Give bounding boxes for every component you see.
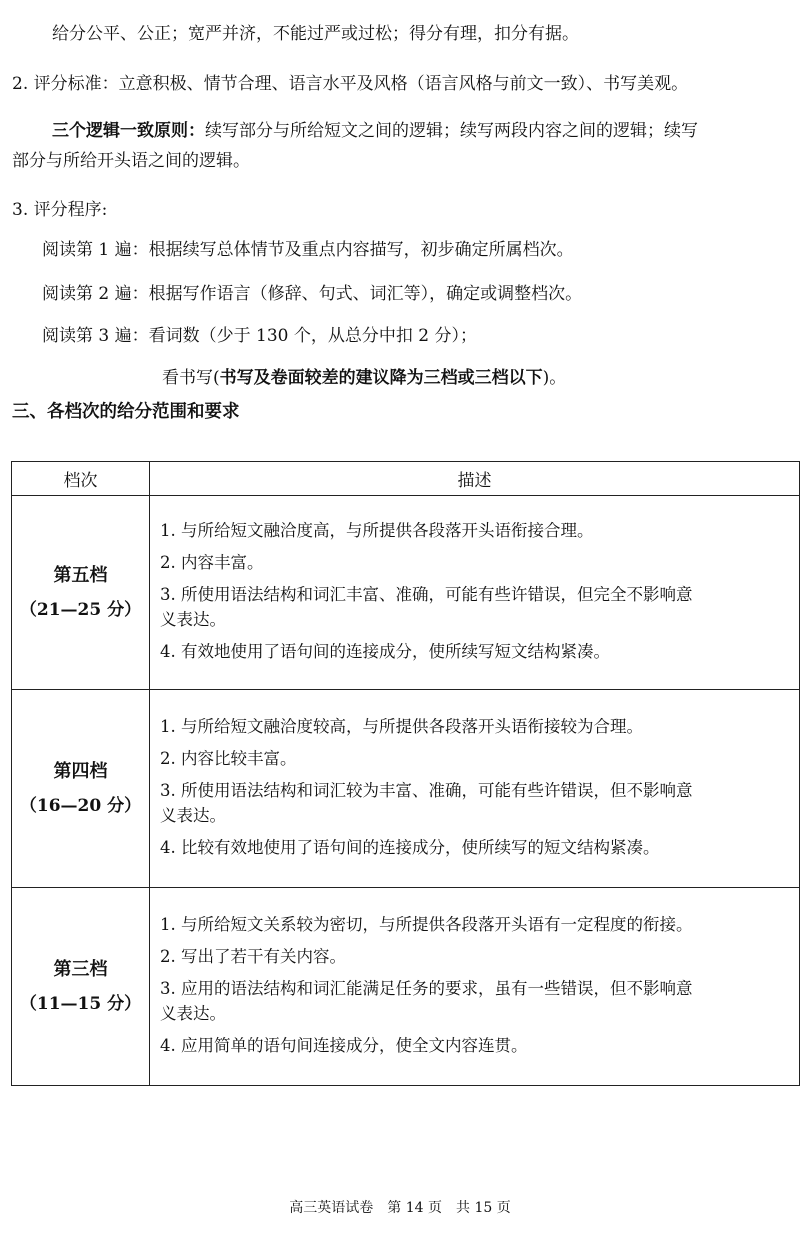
description-item: 3. 所使用语法结构和词汇丰富、准确，可能有些许错误，但完全不影响意 <box>160 585 693 604</box>
level-name: 第三档 <box>53 958 108 980</box>
description-item: 3. 所使用语法结构和词汇较为丰富、准确，可能有些许错误，但不影响意 <box>160 781 693 800</box>
reading-step-3-handwriting <box>162 366 566 390</box>
logic-principles-label: 三个逻辑一致原则： <box>52 121 205 141</box>
logic-principles <box>12 116 790 176</box>
description-item: 义表达。 <box>160 610 226 629</box>
description-item: 4. 比较有效地使用了语句间的连接成分，使所续写的短文结构紧凑。 <box>160 838 660 857</box>
handwriting-prefix: 看书写( <box>162 368 220 388</box>
intro-line-1: 给分公平、公正；宽严并济，不能过严或过松；得分有理，扣分有据。 <box>52 24 579 44</box>
description-item: 4. 有效地使用了语句间的连接成分，使所续写短文结构紧凑。 <box>160 642 610 661</box>
description-cell <box>150 888 800 1086</box>
reading-step-2: 阅读第 2 遍：根据写作语言（修辞、句式、词汇等），确定或调整档次。 <box>42 284 583 304</box>
level-name: 第五档 <box>53 564 108 586</box>
table-header-row <box>12 462 800 496</box>
level-range: （16—20 分） <box>19 795 142 816</box>
level-cell <box>12 690 150 888</box>
criteria-item-3: 3. 评分程序: <box>12 200 108 220</box>
description-item: 2. 写出了若干有关内容。 <box>160 947 346 966</box>
handwriting-suffix: )。 <box>542 368 567 388</box>
level-range: （21—25 分） <box>19 599 142 620</box>
description-item: 1. 与所给短文融洽度高，与所提供各段落开头语衔接合理。 <box>160 521 594 540</box>
grade-table <box>11 461 800 1086</box>
description-item: 义表达。 <box>160 806 226 825</box>
table-row <box>12 496 800 690</box>
header-description: 描述 <box>150 462 800 496</box>
description-cell <box>150 496 800 690</box>
header-level: 档次 <box>12 462 150 496</box>
description-item: 4. 应用简单的语句间连接成分，使全文内容连贯。 <box>160 1036 528 1055</box>
level-name: 第四档 <box>53 760 108 782</box>
section-title: 三、各档次的给分范围和要求 <box>12 402 240 422</box>
level-cell <box>12 888 150 1086</box>
description-item: 1. 与所给短文融洽度较高，与所提供各段落开头语衔接较为合理。 <box>160 717 643 736</box>
description-item: 2. 内容比较丰富。 <box>160 749 297 768</box>
logic-principles-text-1: 续写部分与所给短文之间的逻辑；续写两段内容之间的逻辑；续写 <box>205 121 698 141</box>
level-range: （11—15 分） <box>19 993 142 1014</box>
description-item: 1. 与所给短文关系较为密切，与所提供各段落开头语有一定程度的衔接。 <box>160 915 693 934</box>
logic-principles-text-2: 部分与所给开头语之间的逻辑。 <box>12 151 250 171</box>
reading-step-1: 阅读第 1 遍：根据续写总体情节及重点内容描写，初步确定所属档次。 <box>42 240 574 260</box>
table-row <box>12 690 800 888</box>
description-cell <box>150 690 800 888</box>
reading-step-3: 阅读第 3 遍：看词数（少于 130 个，从总分中扣 2 分）； <box>42 326 478 346</box>
criteria-item-2: 2. 评分标准：立意积极、情节合理、语言水平及风格（语言风格与前文一致）、书写美观。 <box>12 74 689 94</box>
table-row <box>12 888 800 1086</box>
description-item: 2. 内容丰富。 <box>160 553 264 572</box>
description-item: 3. 应用的语法结构和词汇能满足任务的要求，虽有一些错误，但不影响意 <box>160 979 693 998</box>
handwriting-note: 书写及卷面较差的建议降为三档或三档以下 <box>219 368 543 388</box>
page-footer: 高三英语试卷 第 14 页 共 15 页 <box>289 1200 511 1216</box>
level-cell <box>12 496 150 690</box>
description-item: 义表达。 <box>160 1004 226 1023</box>
